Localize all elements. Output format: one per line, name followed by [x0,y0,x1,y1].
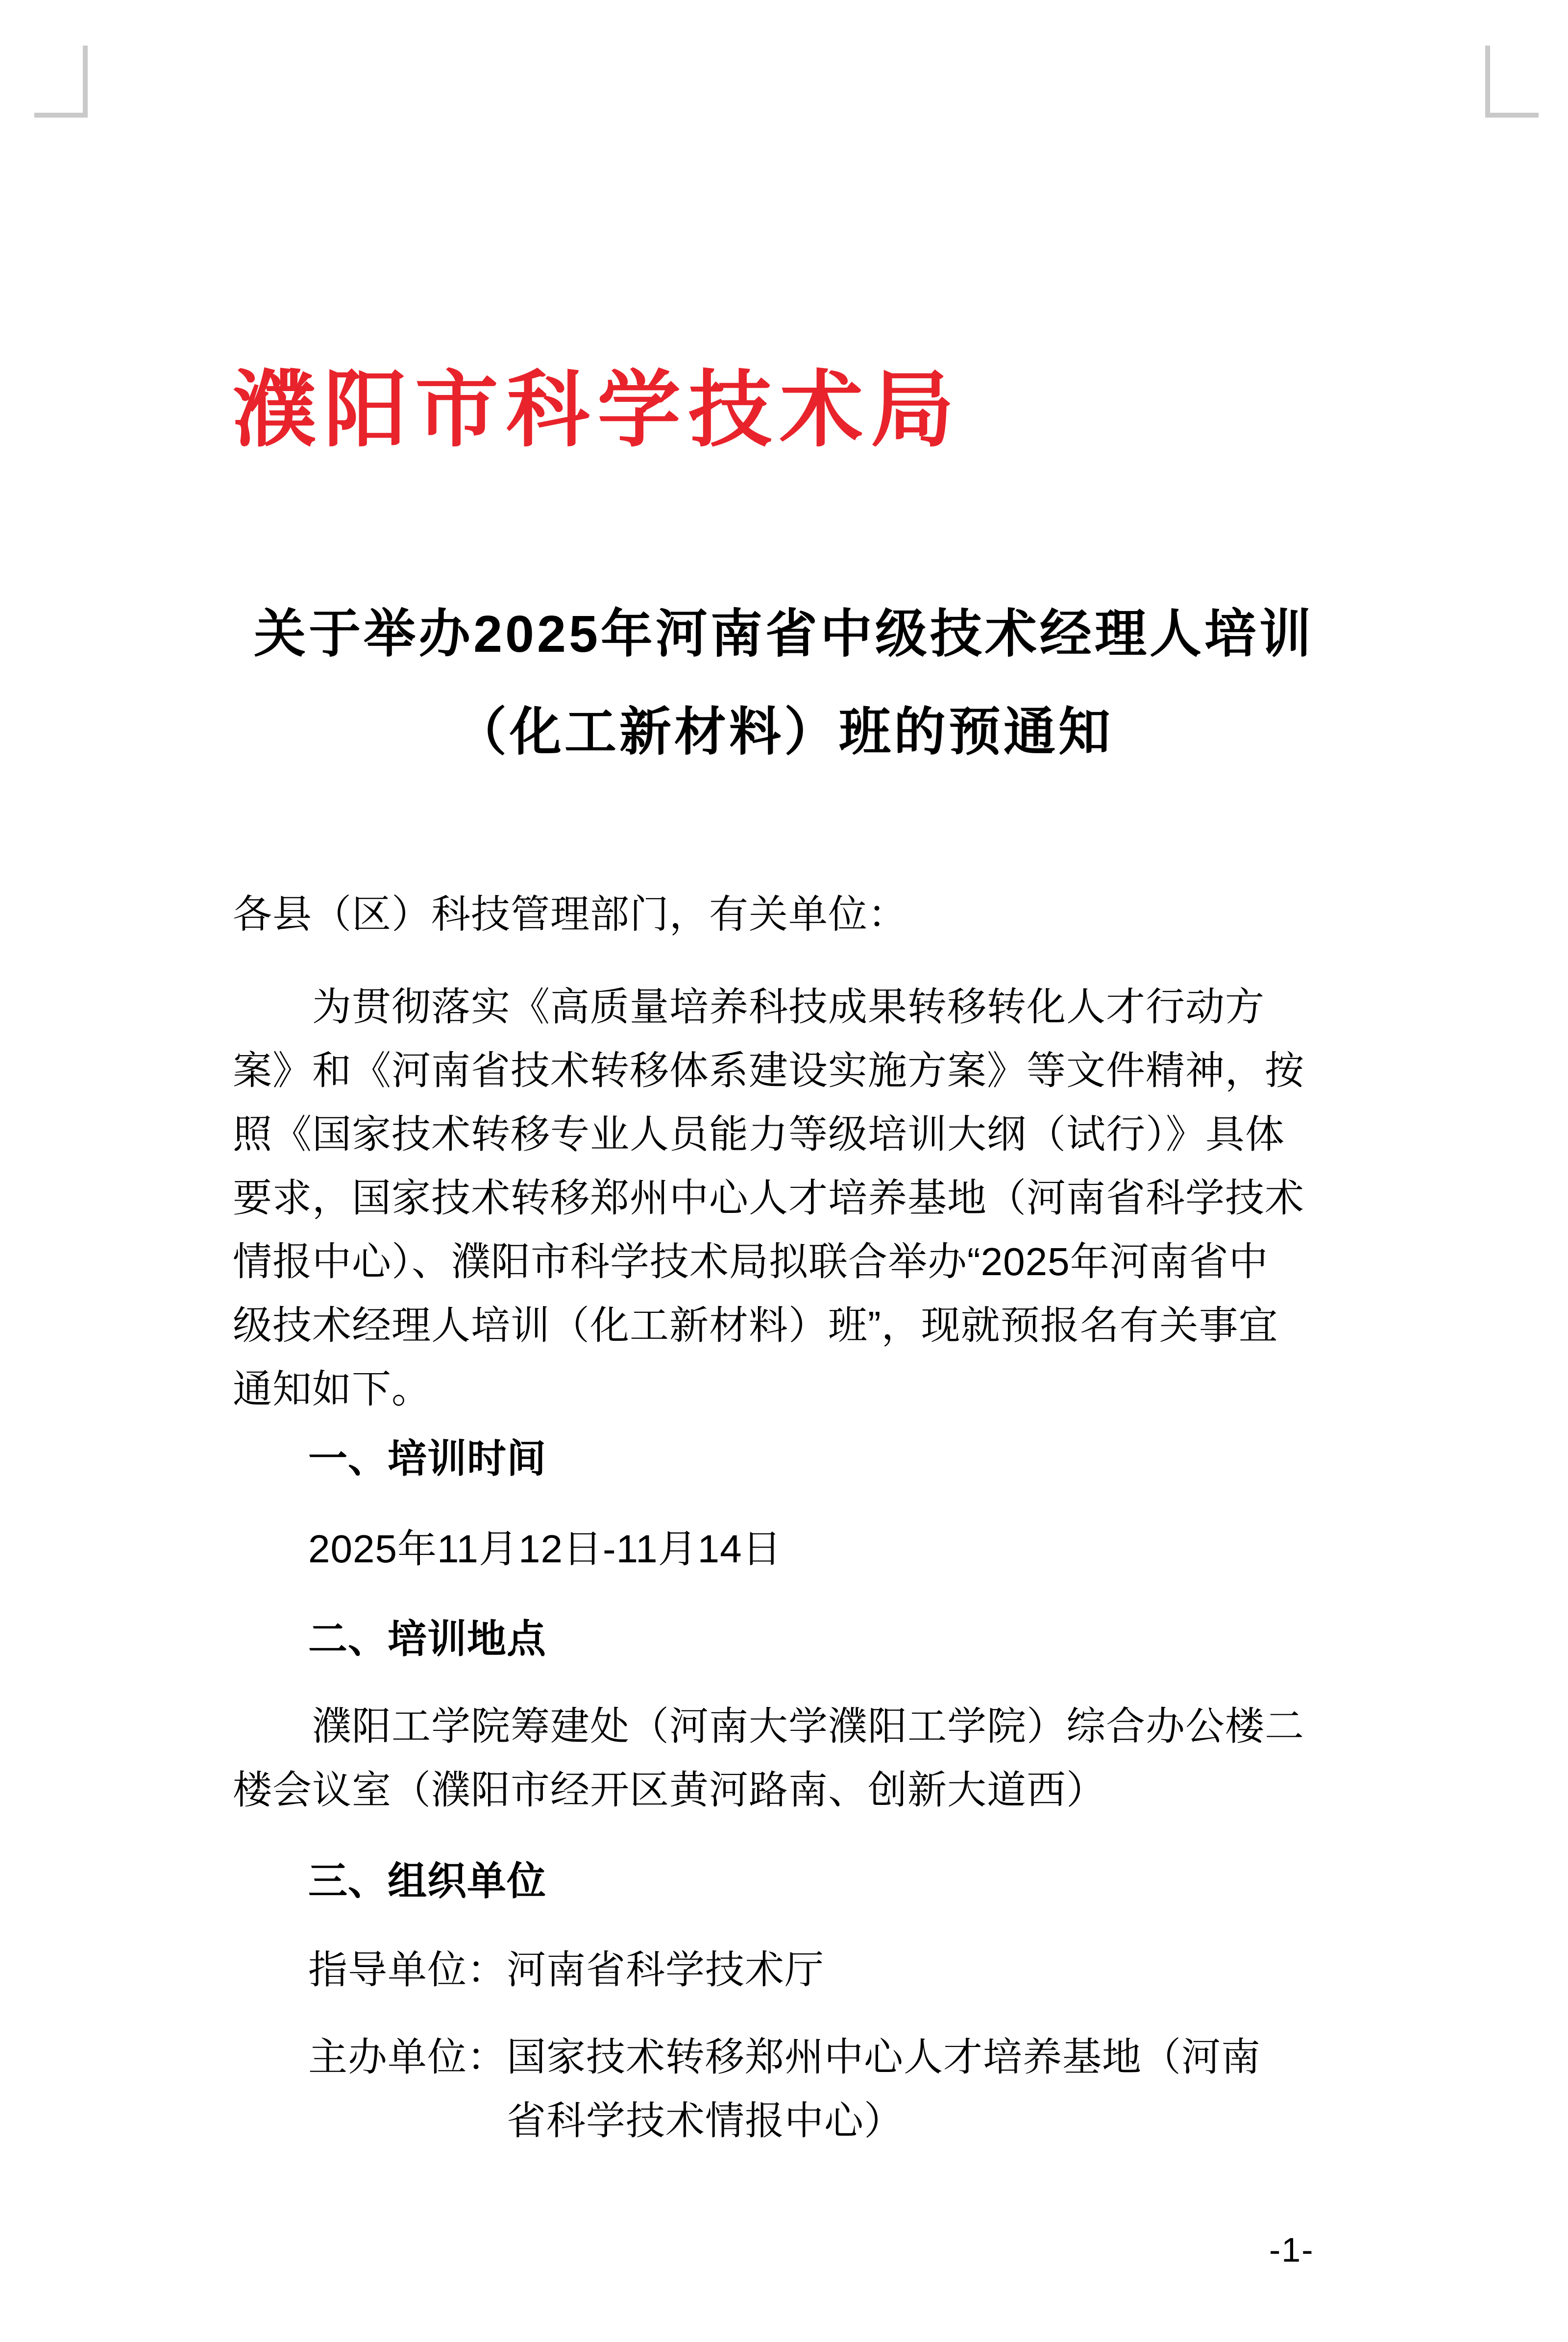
training-location-line: 濮阳工学院筹建处（河南大学濮阳工学院）综合办公楼二 [312,1704,1304,1748]
intro-paragraph-line: 要求，国家技术转移郑州中心人才培养基地（河南省科学技术 [233,1176,1304,1220]
host-unit-line: 省科学技术情报中心） [507,2099,904,2143]
section2-training-location [233,1695,1304,1822]
intro-paragraph [233,975,1304,1421]
page-number: -1- [1269,2231,1314,2269]
salutation-line: 各县（区）科技管理部门，有关单位： [233,892,907,936]
intro-paragraph-line: 级技术经理人培训（化工新材料）班”，现就预报名有关事宜 [233,1304,1278,1347]
intro-paragraph-line: 为贯彻落实《高质量培养科技成果转移转化人才行动方 [312,985,1265,1029]
margin-corner-mark-top-left [34,46,88,118]
section2-heading: 二、培训地点 [308,1617,546,1661]
intro-paragraph-line: 案》和《河南省技术转移体系建设实施方案》等文件精神，按 [233,1049,1304,1092]
section1-heading: 一、培训时间 [308,1437,546,1480]
section1-training-time: 2025年11月12日-11月14日 [308,1527,782,1571]
host-unit-line: 主办单位：国家技术转移郑州中心人才培养基地（河南 [308,2035,1261,2079]
guide-unit-line: 指导单位：河南省科学技术厅 [308,1948,824,1992]
agency-header-title: 濮阳市科学技术局 [233,364,962,457]
document-title-line2: （化工新材料）班的预通知 [455,703,1113,761]
intro-paragraph-line: 情报中心）、濮阳市科学技术局拟联合举办“2025年河南省中 [233,1240,1269,1283]
document-title-line1: 关于举办2025年河南省中级技术经理人培训 [254,605,1314,663]
intro-paragraph-line: 通知如下。 [233,1367,431,1411]
section3-heading: 三、组织单位 [308,1859,546,1903]
training-location-line: 楼会议室（濮阳市经开区黄河路南、创新大道西） [233,1768,1106,1812]
intro-paragraph-line: 照《国家技术转移专业人员能力等级培训大纲（试行）》具体 [233,1112,1285,1156]
margin-corner-mark-top-right [1485,46,1539,118]
host-unit-block [308,2025,1261,2153]
